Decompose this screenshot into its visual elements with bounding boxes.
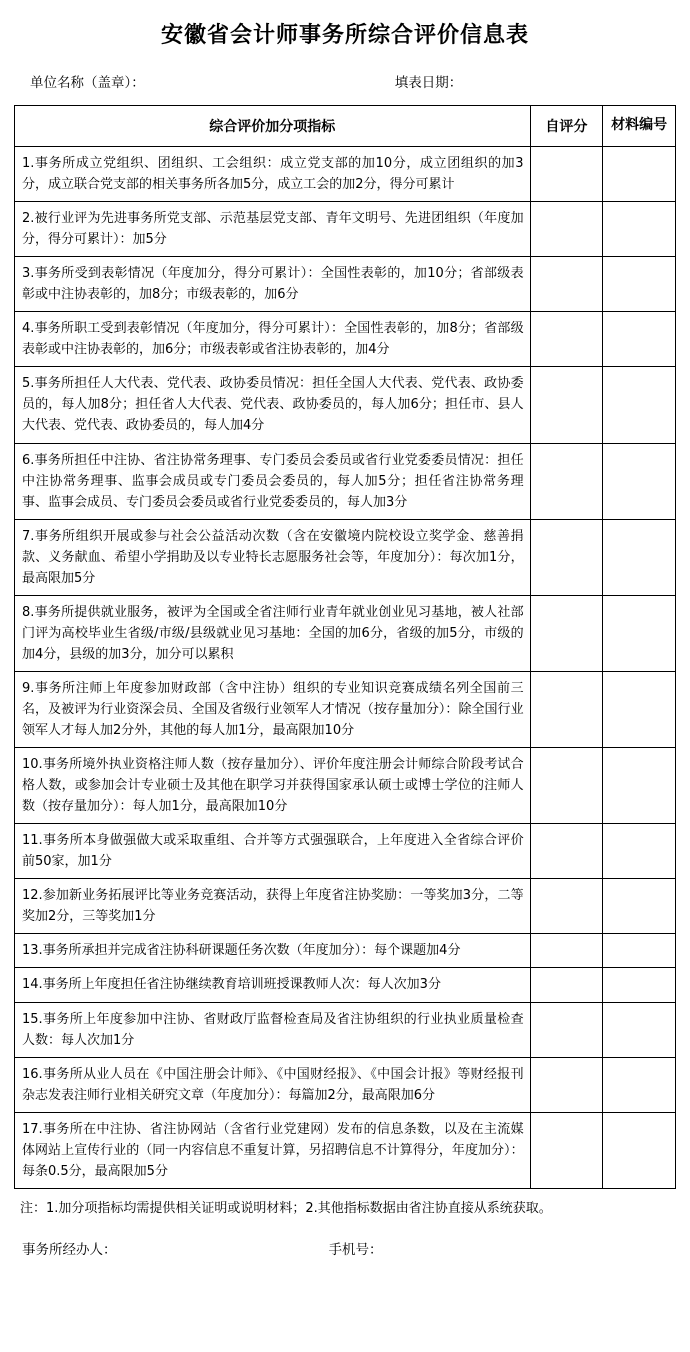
material-code-cell[interactable]: [603, 1112, 676, 1188]
table-header-row: [15, 106, 676, 147]
table-row: [15, 312, 676, 367]
self-score-cell[interactable]: [530, 1002, 603, 1057]
indicator-text: 13.事务所承担并完成省注协科研课题任务次数（年度加分）：每个课题加4分: [15, 934, 531, 968]
self-score-cell[interactable]: [530, 312, 603, 367]
table-row: [15, 1002, 676, 1057]
self-score-cell[interactable]: [530, 671, 603, 747]
material-code-cell[interactable]: [603, 671, 676, 747]
indicator-text: 7.事务所组织开展或参与社会公益活动次数（含在安徽境内院校设立奖学金、慈善捐款、义务献血、希望小学捐助及以专业特长志愿服务社会等，年度加分）：每次加1分，最高限加5分: [15, 519, 531, 595]
indicator-text: 10.事务所境外执业资格注师人数（按存量加分）、评价年度注册会计师综合阶段考试合格人数，或参加会计专业硕士及其他在职学习并获得国家承认硕士或博士学位的注师人数（按存量加分）：每人加1分，最高限加10分: [15, 748, 531, 824]
table-row: [15, 443, 676, 519]
table-row: [15, 595, 676, 671]
table-row: [15, 367, 676, 443]
indicator-text: 2.被行业评为先进事务所党支部、示范基层党支部、青年文明号、先进团组织（年度加分，得分可累计）：加5分: [15, 202, 531, 257]
indicator-text: 1.事务所成立党组织、团组织、工会组织：成立党支部的加10分，成立团组织的加3分，成立联合党支部的相关事务所各加5分，成立工会的加2分，得分可累计: [15, 147, 531, 202]
unit-name-label: 单位名称（盖章）：: [30, 75, 145, 91]
self-score-cell[interactable]: [530, 257, 603, 312]
table-row: [15, 257, 676, 312]
self-score-cell[interactable]: [530, 968, 603, 1002]
material-code-cell[interactable]: [603, 595, 676, 671]
material-code-cell[interactable]: [603, 934, 676, 968]
table-row: [15, 147, 676, 202]
self-score-cell[interactable]: [530, 443, 603, 519]
fill-date-label: 填表日期：: [394, 75, 463, 91]
indicator-text: 4.事务所职工受到表彰情况（年度加分，得分可累计）：全国性表彰的，加8分；省部级表彰或中注协表彰的，加6分；市级表彰或省注协表彰的，加4分: [15, 312, 531, 367]
table-row: [15, 1112, 676, 1188]
table-body: [15, 147, 676, 1189]
self-score-cell[interactable]: [530, 595, 603, 671]
material-code-cell[interactable]: [603, 443, 676, 519]
material-code-cell[interactable]: [603, 748, 676, 824]
table-row: [15, 968, 676, 1002]
material-code-cell[interactable]: [603, 968, 676, 1002]
self-score-cell[interactable]: [530, 1112, 603, 1188]
table-row: [15, 748, 676, 824]
self-score-cell[interactable]: [530, 147, 603, 202]
indicator-text: 14.事务所上年度担任省注协继续教育培训班授课教师人次：每人次加3分: [15, 968, 531, 1002]
indicator-text: 12.参加新业务拓展评比等业务竞赛活动，获得上年度省注协奖励：一等奖加3分，二等奖加2分，三等奖加1分: [15, 879, 531, 934]
material-code-cell[interactable]: [603, 824, 676, 879]
indicator-text: 5.事务所担任人大代表、党代表、政协委员情况：担任全国人大代表、党代表、政协委员的，每人加8分；担任省人大代表、党代表、政协委员的，每人加6分；担任市、县人大代表、党代表、政协委员的，每人加4分: [15, 367, 531, 443]
indicator-text: 11.事务所本身做强做大或采取重组、合并等方式强强联合，上年度进入全省综合评价前50家，加1分: [15, 824, 531, 879]
self-score-cell[interactable]: [530, 879, 603, 934]
material-code-cell[interactable]: [603, 257, 676, 312]
document-meta: [14, 71, 676, 91]
column-header-material-code: 材料编号: [603, 106, 676, 147]
handler-label: 事务所经办人：: [22, 1241, 117, 1258]
material-code-cell[interactable]: [603, 1057, 676, 1112]
material-code-cell[interactable]: [603, 519, 676, 595]
material-code-cell[interactable]: [603, 147, 676, 202]
table-row: [15, 202, 676, 257]
indicator-text: 9.事务所注师上年度参加财政部（含中注协）组织的专业知识竞赛成绩名列全国前三名，及被评为行业资深会员、全国及省级行业领军人才情况（按存量加分）：除全国行业领军人才每人加2分外，其他的每人加1分，最高限加10分: [15, 671, 531, 747]
material-code-cell[interactable]: [603, 312, 676, 367]
column-header-self-score: 自评分: [530, 106, 603, 147]
indicator-text: 16.事务所从业人员在《中国注册会计师》、《中国财经报》、《中国会计报》等财经报刊杂志发表注师行业相关研究文章（年度加分）：每篇加2分，最高限加6分: [15, 1057, 531, 1112]
page-title: 安徽省会计师事务所综合评价信息表: [160, 22, 529, 48]
indicator-text: 3.事务所受到表彰情况（年度加分，得分可累计）：全国性表彰的，加10分；省部级表彰或中注协表彰的，加8分；市级表彰的，加6分: [15, 257, 531, 312]
material-code-cell[interactable]: [603, 1002, 676, 1057]
indicator-text: 6.事务所担任中注协、省注协常务理事、专门委员会委员或省行业党委委员情况：担任中注协常务理事、监事会成员或专门委员会委员的，每人加5分；担任省注协常务理事、监事会成员、专门委员会委员或省行业党委委员的，每人加3分: [15, 443, 531, 519]
indicator-text: 15.事务所上年度参加中注协、省财政厅监督检查局及省注协组织的行业执业质量检查人数：每人次加1分: [15, 1002, 531, 1057]
indicator-text: 8.事务所提供就业服务，被评为全国或全省注师行业青年就业创业见习基地，被人社部门评为高校毕业生省级/市级/县级就业见习基地：全国的加6分，省级的加5分，市级的加4分，县级的加3分，加分可以累积: [15, 595, 531, 671]
self-score-cell[interactable]: [530, 934, 603, 968]
table-row: [15, 934, 676, 968]
self-score-cell[interactable]: [530, 519, 603, 595]
self-score-cell[interactable]: [530, 824, 603, 879]
table-row: [15, 879, 676, 934]
self-score-cell[interactable]: [530, 748, 603, 824]
table-row: [15, 824, 676, 879]
document-footer: [14, 1238, 676, 1258]
indicator-text: 17.事务所在中注协、省注协网站（含省行业党建网）发布的信息条数，以及在主流媒体网站上宣传行业的（同一内容信息不重复计算，另招聘信息不计算得分，年度加分）：每条0.5分，最高限加5分: [15, 1112, 531, 1188]
material-code-cell[interactable]: [603, 879, 676, 934]
self-score-cell[interactable]: [530, 1057, 603, 1112]
evaluation-table: [14, 105, 676, 1189]
table-note: 注：1.加分项指标均需提供相关证明或说明材料；2.其他指标数据由省注协直接从系统获取。: [20, 1200, 552, 1216]
table-row: [15, 671, 676, 747]
column-header-item: 综合评价加分项指标: [15, 106, 531, 147]
phone-label: 手机号：: [328, 1241, 383, 1258]
material-code-cell[interactable]: [603, 367, 676, 443]
self-score-cell[interactable]: [530, 202, 603, 257]
material-code-cell[interactable]: [603, 202, 676, 257]
table-row: [15, 519, 676, 595]
self-score-cell[interactable]: [530, 367, 603, 443]
table-row: [15, 1057, 676, 1112]
